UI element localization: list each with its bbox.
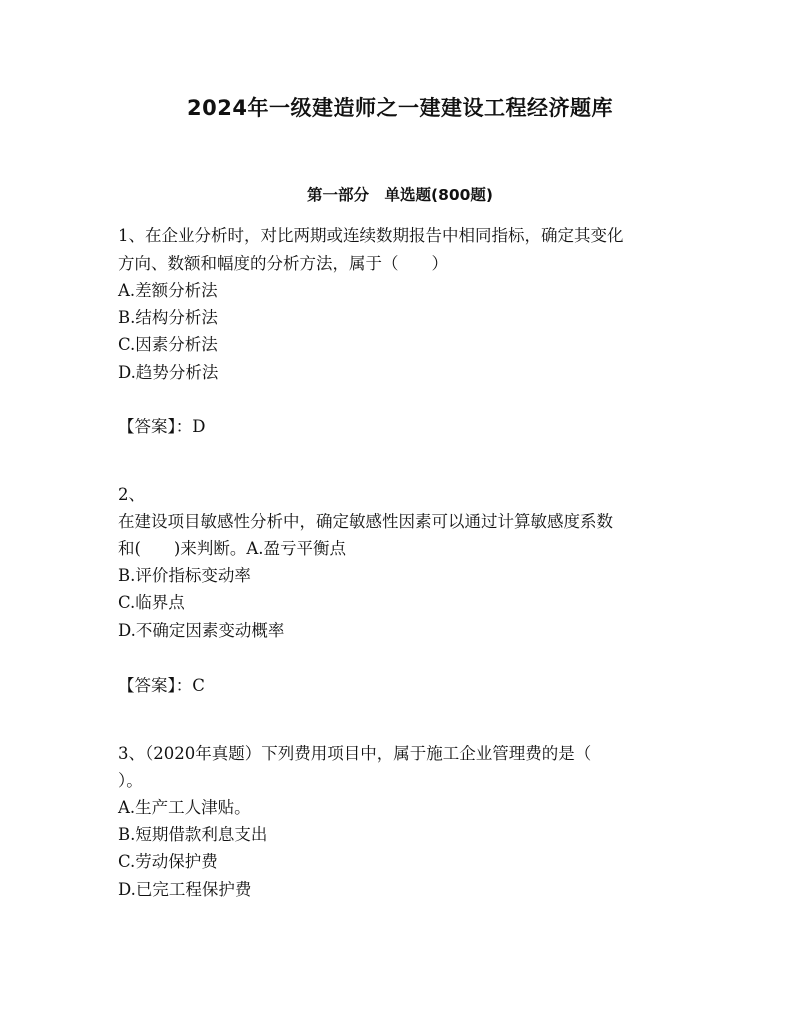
question-stem-line: ）。 — [118, 771, 143, 790]
answer-line: 【答案】：C — [118, 676, 205, 695]
question-stem-line: 和( )来判断。A.盈亏平衡点 — [118, 539, 347, 558]
option-d: D.不确定因素变动概率 — [118, 621, 285, 640]
question-stem-line: 1、在企业分析时，对比两期或连续数期报告中相同指标，确定其变化 — [118, 226, 624, 245]
question-stem-line: 在建设项目敏感性分析中，确定敏感性因素可以通过计算敏感度系数 — [118, 512, 613, 531]
answer-line: 【答案】：D — [118, 417, 206, 436]
option-a: A.生产工人津贴。 — [118, 798, 251, 817]
option-a: A.差额分析法 — [118, 281, 218, 300]
option-c: C.临界点 — [118, 593, 185, 612]
option-d: D.已完工程保护费 — [118, 880, 252, 899]
question-stem-line: 2、 — [118, 485, 145, 504]
question-stem-line: 方向、数额和幅度的分析方法，属于（ ） — [118, 254, 448, 273]
option-c: C.因素分析法 — [118, 335, 218, 354]
option-b: B.结构分析法 — [118, 308, 218, 327]
question-stem-line: 3、（2020年真题）下列费用项目中，属于施工企业管理费的是（ — [118, 744, 592, 763]
option-b: B.评价指标变动率 — [118, 566, 251, 585]
option-c: C.劳动保护费 — [118, 852, 218, 871]
document-title: 2024年一级建造师之一建建设工程经济题库 — [187, 96, 613, 120]
section-heading: 第一部分 单选题(800题) — [306, 186, 494, 204]
option-b: B.短期借款利息支出 — [118, 825, 268, 844]
option-d: D.趋势分析法 — [118, 363, 219, 382]
